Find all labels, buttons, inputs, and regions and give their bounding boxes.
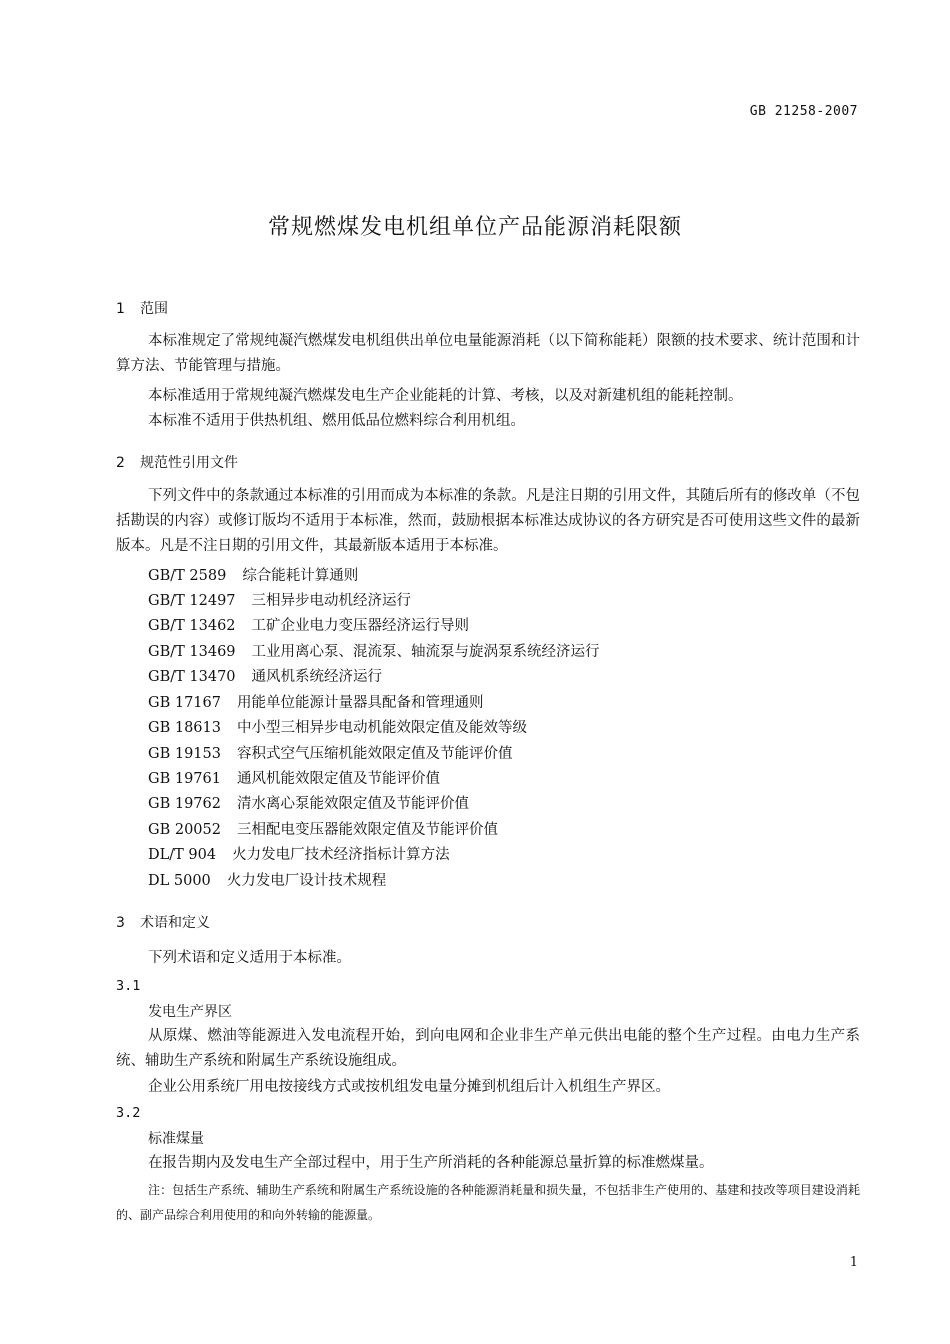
reference-code: DL 5000 [148,873,211,889]
page-number: 1 [849,1255,858,1270]
reference-code: GB/T 13462 [148,618,236,634]
reference-title: 中小型三相异步电动机能效限定值及能效等级 [236,720,527,736]
reference-code: GB/T 13470 [148,669,236,685]
reference-title: 容积式空气压缩机能效限定值及节能评价值 [236,746,513,762]
reference-title: 用能单位能源计量器具配备和管理通则 [236,695,484,711]
reference-code: GB 19762 [148,796,221,812]
reference-title: 工业用离心泵、混流泵、轴流泵与旋涡泵系统经济运行 [251,644,600,660]
reference-code: GB 17167 [148,695,221,711]
reference-code: GB 19761 [148,771,221,787]
reference-code: GB/T 13469 [148,644,236,660]
reference-item [148,792,469,817]
document-title: 常规燃煤发电机组单位产品能源消耗限额 [267,215,682,240]
reference-item [148,742,512,767]
reference-item [148,691,483,716]
section-title: 规范性引用文件 [140,455,238,471]
reference-title: 火力发电厂设计技术规程 [226,873,387,889]
reference-title: 综合能耗计算通则 [242,568,359,584]
term-definition: 在报告期内及发电生产全部过程中，用于生产所消耗的各种能源总量折算的标准燃煤量。 [148,1155,714,1171]
paragraph: 下列文件中的条款通过本标准的引用而成为本标准的条款。凡是注日期的引用文件，其随后所有的修改单（不包括勘误的内容）或修订版均不适用于本标准，然而，鼓励根据本标准达成协议的各方研究是否可使用这些文件的最新版本。凡是不注日期的引用文件，其最新版本适用于本标准。 [116,488,860,554]
reference-item [148,640,600,665]
clause-number: 3.2 [116,1105,141,1121]
reference-item [148,589,411,614]
reference-item [148,665,382,690]
reference-item [148,716,527,741]
paragraph: 本标准适用于常规纯凝汽燃煤发电生产企业能耗的计算、考核，以及对新建机组的能耗控制。 [148,388,743,404]
reference-title: 通风机系统经济运行 [251,669,383,685]
reference-item [148,818,498,843]
paragraph: 下列术语和定义适用于本标准。 [148,950,351,966]
paragraph: 本标准不适用于供热机组、燃用低品位燃料综合利用机组。 [148,413,525,429]
standard-number: GB 21258-2007 [749,104,858,119]
clause-number: 3.1 [116,978,141,994]
reference-title: 三相配电变压器能效限定值及节能评价值 [236,822,498,838]
term-title: 标准煤量 [148,1131,204,1147]
reference-title: 工矿企业电力变压器经济运行导则 [251,618,470,634]
section-number: 2 [116,455,125,471]
section-heading-terms-and-definitions [116,912,210,932]
section-heading-normative-references [116,452,238,472]
reference-code: GB 19153 [148,746,221,762]
reference-item [148,614,469,639]
reference-code: GB 20052 [148,822,221,838]
note: 注：包括生产系统、辅助生产系统和附属生产系统设施的各种能源消耗量和损失量，不包括非生产使用的、基建和技改等项目建设消耗的、副产品综合利用使用的和向外转输的能源量。 [116,1183,860,1222]
reference-code: GB/T 2589 [148,568,227,584]
term-definition: 企业公用系统厂用电按接线方式或按机组发电量分摊到机组后计入机组生产界区。 [148,1079,670,1095]
reference-item [148,564,358,589]
term-definition: 从原煤、燃油等能源进入发电流程开始，到向电网和企业非生产单元供出电能的整个生产过程。由电力生产系统、辅助生产系统和附属生产系统设施组成。 [116,1028,860,1069]
reference-item [148,843,450,868]
reference-code: DL/T 904 [148,847,217,863]
paragraph: 本标准规定了常规纯凝汽燃煤发电机组供出单位电量能源消耗（以下简称能耗）限额的技术要求、统计范围和计算方法、节能管理与措施。 [116,333,860,374]
section-title: 范围 [140,301,168,317]
section-heading-scope [116,298,168,318]
reference-code: GB/T 12497 [148,593,236,609]
reference-title: 通风机能效限定值及节能评价值 [236,771,440,787]
section-number: 3 [116,915,125,931]
reference-title: 火力发电厂技术经济指标计算方法 [232,847,450,863]
reference-item [148,869,386,894]
reference-title: 清水离心泵能效限定值及节能评价值 [236,796,469,812]
section-title: 术语和定义 [140,915,210,931]
term-title: 发电生产界区 [148,1004,232,1020]
reference-item [148,767,440,792]
reference-title: 三相异步电动机经济运行 [251,593,412,609]
section-number: 1 [116,301,125,317]
reference-code: GB 18613 [148,720,221,736]
